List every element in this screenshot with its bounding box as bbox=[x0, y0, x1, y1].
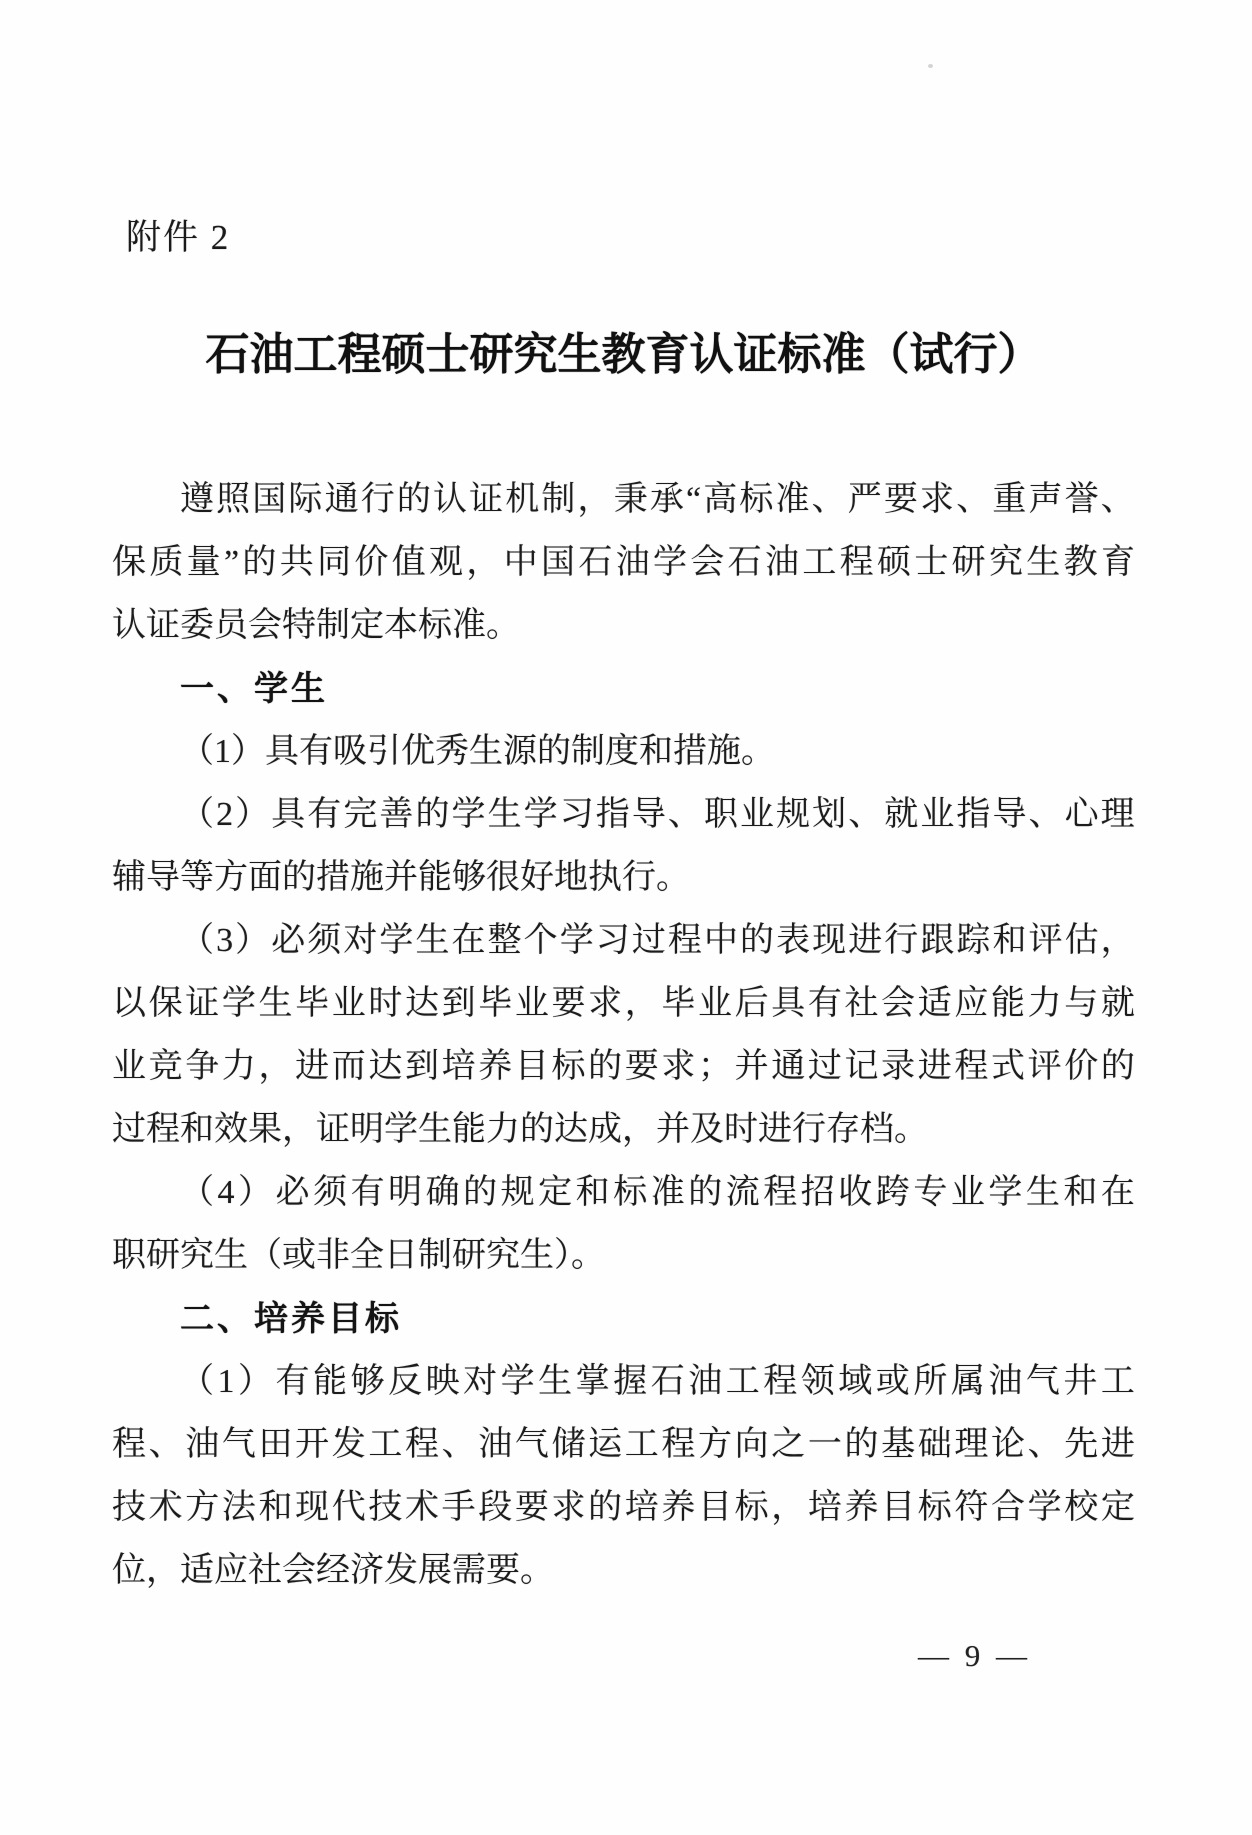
paragraph-line: 过程和效果，证明学生能力的达成，并及时进行存档。 bbox=[112, 1111, 928, 1148]
section-heading: 二、培养目标 bbox=[180, 1300, 402, 1338]
paragraph-line: （ 1 ） 有 能 够 反 映 对 学 生 掌 握 石 油 工 程 领 域 或 所 属 油 气 井 工 bbox=[180, 1363, 1135, 1400]
document-title: 石油工程硕士研究生教育认证标准（试行） bbox=[205, 330, 1042, 379]
paragraph-line: 技 术 方 法 和 现 代 技 术 手 段 要 求 的 培 养 目 标 ， 培 养 目 标 符 合 学 校 定 bbox=[112, 1489, 1135, 1526]
paragraph-line: 辅导等方面的措施并能够很好地执行。 bbox=[112, 859, 690, 896]
paragraph-line: 保 质 量 ” 的 共 同 价 值 观 ， 中 国 石 油 学 会 石 油 工 程 硕 士 研 究 生 教 育 bbox=[112, 544, 1135, 581]
paragraph-line: 程 、 油 气 田 开 发 工 程 、 油 气 储 运 工 程 方 向 之 一 的 基 础 理 论 、 先 进 bbox=[112, 1426, 1135, 1463]
paragraph-line: 位，适应社会经济发展需要。 bbox=[112, 1552, 554, 1589]
paragraph-line: 业 竞 争 力 ， 进 而 达 到 培 养 目 标 的 要 求 ； 并 通 过 记 录 进 程 式 评 价 的 bbox=[112, 1048, 1135, 1085]
paragraph-line: 职研究生（或非全日制研究生）。 bbox=[112, 1237, 605, 1274]
paragraph-line: （1）具有吸引优秀生源的制度和措施。 bbox=[180, 733, 775, 770]
section-heading: 一、学生 bbox=[180, 670, 328, 708]
paragraph-line: （ 3 ） 必 须 对 学 生 在 整 个 学 习 过 程 中 的 表 现 进 行 跟 踪 和 评 估 ， bbox=[180, 922, 1135, 959]
paragraph-line: 认证委员会特制定本标准。 bbox=[112, 607, 520, 644]
document-body bbox=[112, 477, 1135, 1611]
paragraph-line: 遵 照 国 际 通 行 的 认 证 机 制 ， 秉 承 “ 高 标 准 、 严 要 求 、 重 声 誉 、 bbox=[180, 481, 1135, 518]
page-number: — 9 — bbox=[918, 1638, 1031, 1673]
attachment-label: 附件 2 bbox=[126, 218, 231, 257]
scan-artifact-speck bbox=[928, 64, 933, 68]
paragraph-line: （ 4 ） 必 须 有 明 确 的 规 定 和 标 准 的 流 程 招 收 跨 专 业 学 生 和 在 bbox=[180, 1174, 1135, 1211]
paragraph-line: 以 保 证 学 生 毕 业 时 达 到 毕 业 要 求 ， 毕 业 后 具 有 社 会 适 应 能 力 与 就 bbox=[112, 985, 1135, 1022]
paragraph-line: （ 2 ） 具 有 完 善 的 学 生 学 习 指 导 、 职 业 规 划 、 就 业 指 导 、 心 理 bbox=[180, 796, 1135, 833]
